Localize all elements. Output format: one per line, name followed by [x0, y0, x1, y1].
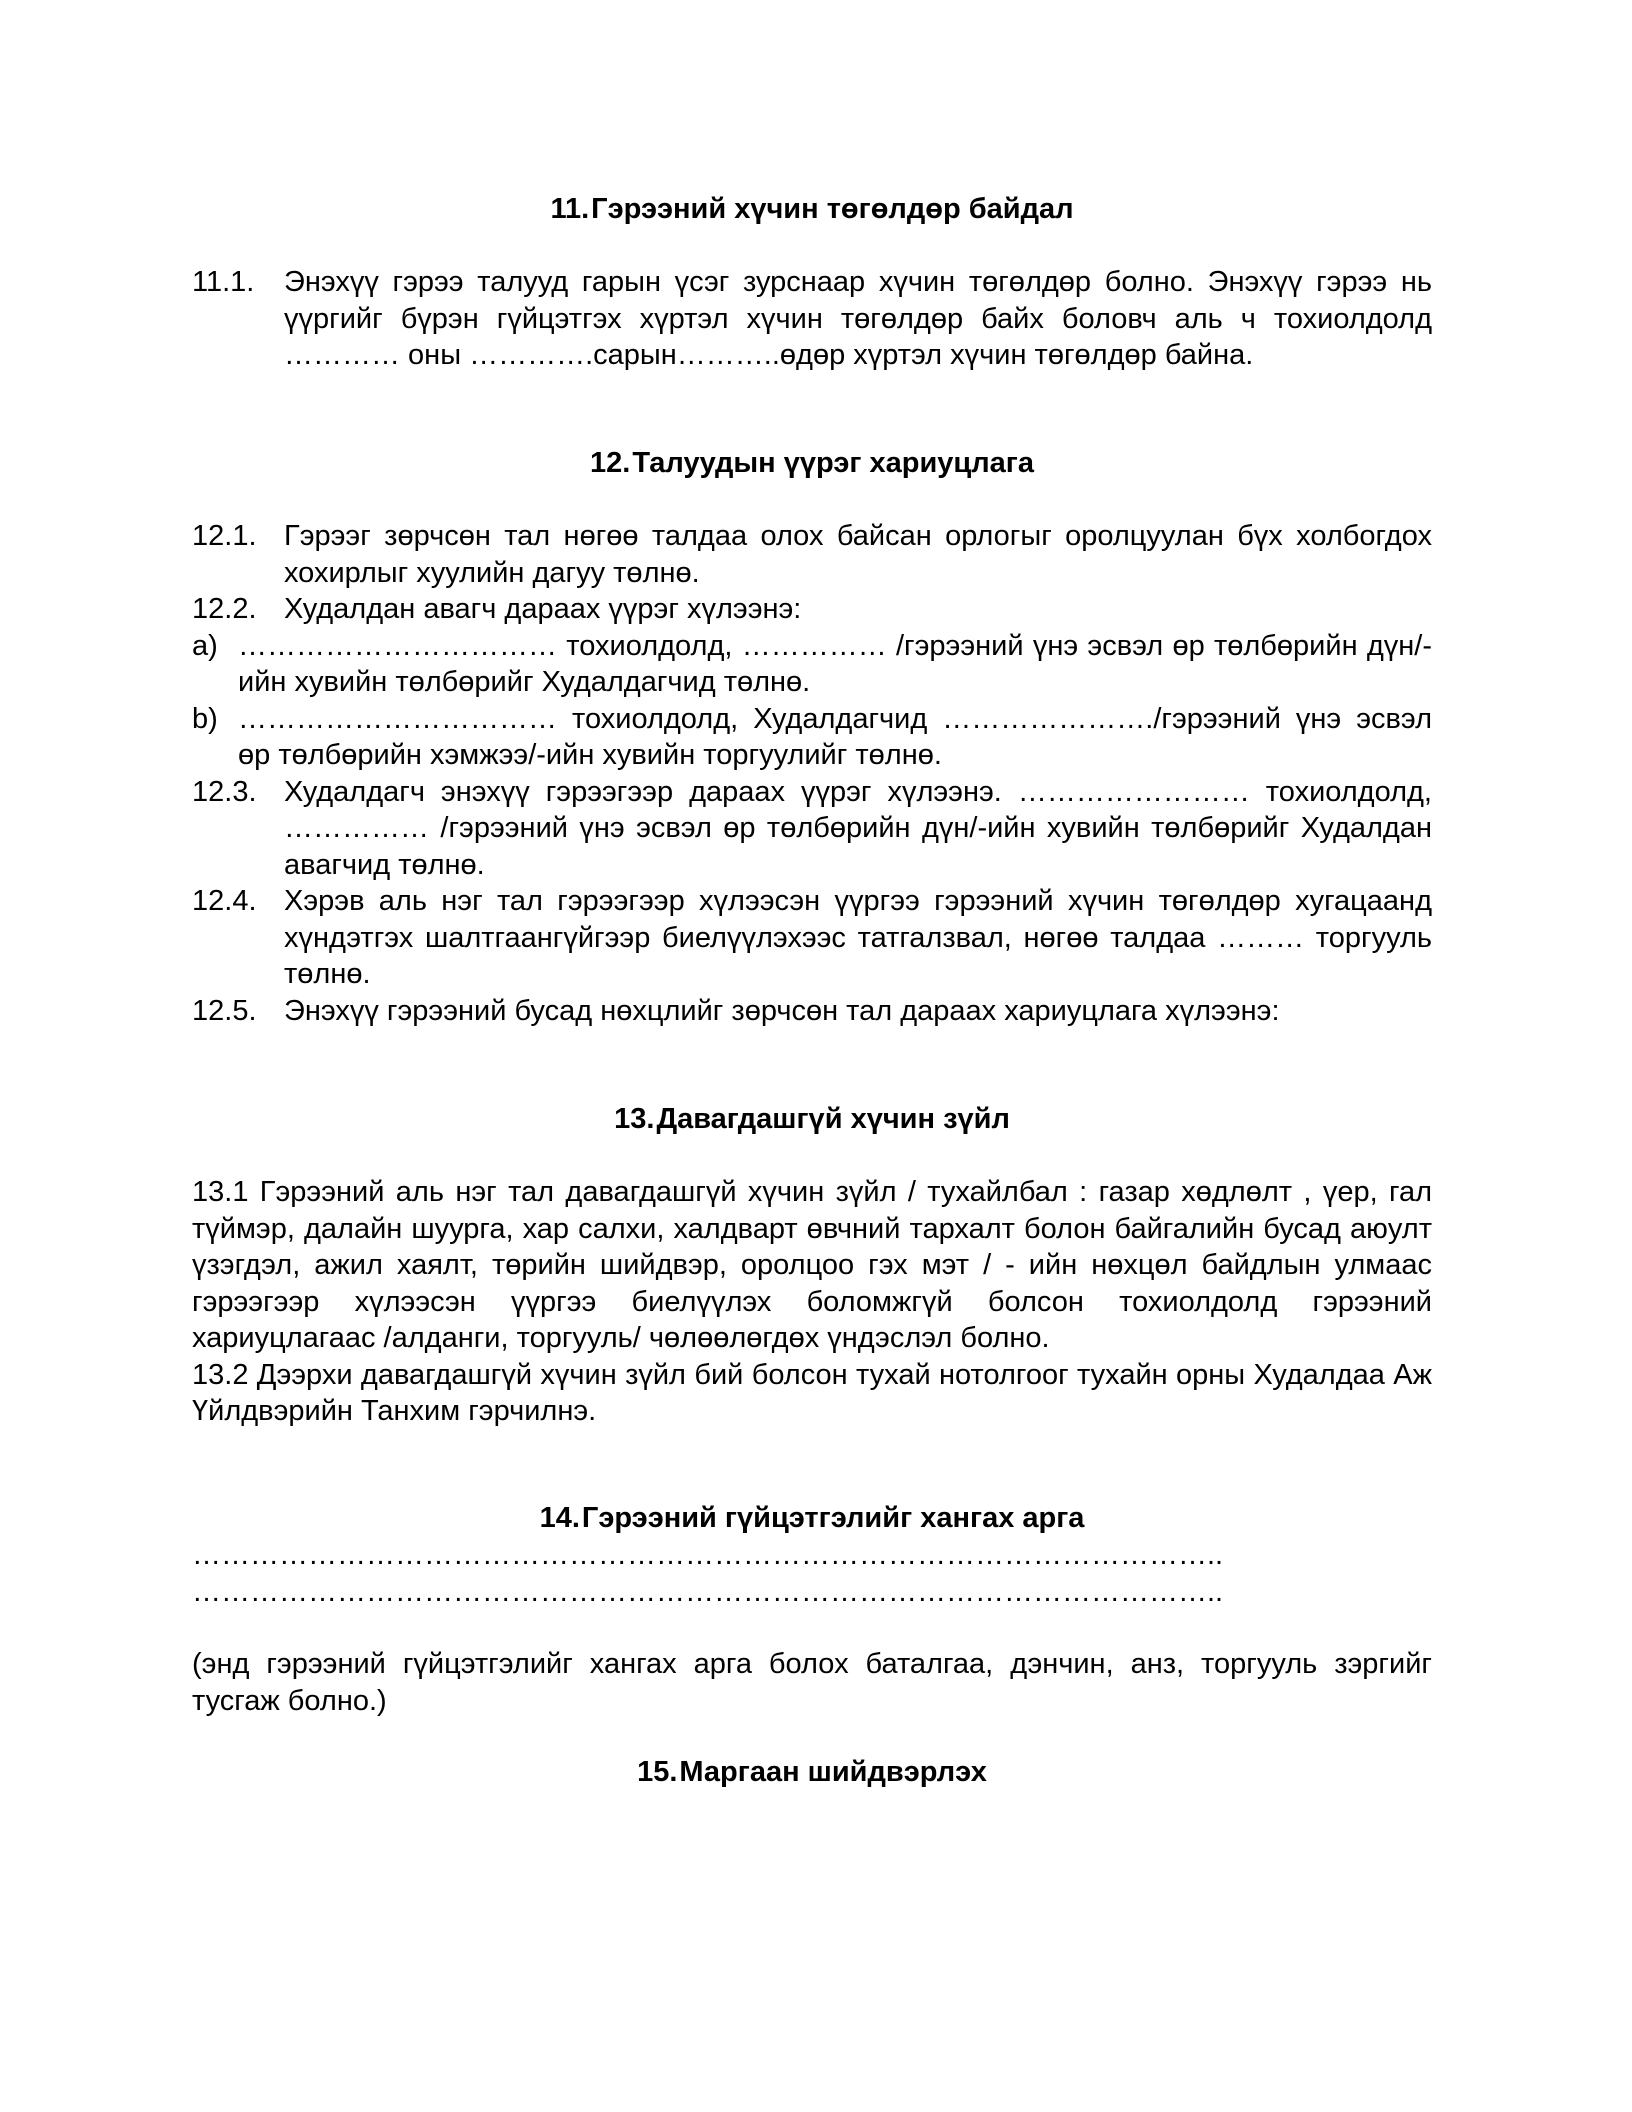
section-13 — [192, 1101, 1432, 1137]
clause-text: Энэхүү гэрээний бусад нөхцлийг зөрчсөн тал дараах хариуцлага хүлээнэ: — [284, 994, 1280, 1027]
section-number: 12. — [589, 447, 631, 479]
clause-number: 11.1. — [192, 266, 255, 298]
blank-line: …………………………………………………………………………………………….. — [192, 1575, 1224, 1608]
sub-clause-text: …………………………… тохиолдолд, Худалдагчид …………………./гэрээний үнэ эсвэл өр төлбөрийн хэмжээ/-ийн хувийн торгуулийг төлнө. — [238, 702, 1432, 771]
section-14-body — [192, 1537, 1432, 1610]
section-number: 13. — [614, 1103, 655, 1135]
section-title: Талуудын үүрэг хариуцлага — [632, 447, 1035, 479]
section-number: 11. — [550, 193, 590, 225]
section-title: Давагдашгүй хүчин зүйл — [656, 1103, 1010, 1135]
clause-12-1 — [192, 518, 1432, 591]
clause-number: 12.4. — [192, 885, 257, 917]
section-15 — [192, 1754, 1432, 1790]
clause-number: 12.1. — [192, 520, 257, 552]
section-13-heading — [192, 1101, 1432, 1137]
instruction-note: (энд гэрээний гүйцэтгэлийг хангах арга болох баталгаа, дэнчин, анз, торгууль зэргийг тусгаж болно.) — [192, 1648, 1432, 1717]
clause-number: 12.5. — [192, 994, 257, 1027]
section-title: Маргаан шийдвэрлэх — [679, 1756, 987, 1788]
section-14-heading — [192, 1500, 1432, 1536]
section-11 — [192, 191, 1432, 227]
section-12-body — [192, 518, 1432, 1029]
clause-number: 12.2. — [192, 593, 257, 625]
section-13-body — [192, 1174, 1432, 1430]
section-15-heading — [192, 1754, 1432, 1790]
clause — [192, 264, 1432, 374]
clause-12-4 — [192, 883, 1432, 993]
clause-text: Энэхүү гэрээ талууд гарын үсэг зурснаар хүчин төгөлдөр болно. Энэхүү гэрээ нь үүргийг бүрэн гүйцэтгэх хүртэл хүчин төгөлдөр байх боловч аль ч тохиолдолд ………… оны ………….сарын………..өдөр хүртэл хүчин төгөлдөр байна. — [284, 266, 1432, 371]
clause-12-3 — [192, 774, 1432, 884]
sub-clause-text: …………………………… тохиолдолд, …………… /гэрээний үнэ эсвэл өр төлбөрийн дүн/-ийн хувийн төлбөрийг Худалдагчид төлнө. — [238, 629, 1432, 698]
clause-12-2 — [192, 591, 1432, 628]
clause-13-2: 13.2 Дээрхи давагдашгүй хүчин зүйл бий болсон тухай нотолгоог тухайн орны Худалдаа Аж Үйлдвэрийн Танхим гэрчилнэ. — [192, 1358, 1432, 1427]
section-title: Гэрээний гүйцэтгэлийг хангах арга — [581, 1502, 1085, 1534]
clause-text: Гэрээг зөрчсөн тал нөгөө талдаа олох байсан орлогыг оролцуулан бүх холбогдох хохирлыг хуулийн дагуу төлнө. — [284, 520, 1432, 589]
clause-number: 12.3. — [192, 775, 257, 808]
section-title: Гэрээний хүчин төгөлдөр байдал — [591, 193, 1074, 225]
clause-11-1 — [192, 264, 1432, 374]
section-12-heading — [192, 445, 1432, 481]
section-number: 15. — [637, 1756, 678, 1788]
section-11-heading — [192, 191, 1432, 227]
sub-clause-a — [192, 628, 1432, 701]
section-14-note — [192, 1646, 1432, 1719]
clause-13-1: 13.1 Гэрээний аль нэг тал давагдашгүй хүчин зүйл / тухайлбал : газар хөдлөлт , үер, гал түймэр, далайн шуурга, хар салхи, халдварт өвчний тархалт болон байгалийн бусад аюулт үзэгдэл, ажил хаялт, төрийн шийдвэр, оролцоо гэх мэт / - ийн нөхцөл байдлын улмаас гэрээгээр хүлээсэн үүргээ биелүүлэх боломжгүй болсон тохиолдолд гэрээний хариуцлагаас /алданги, торгууль/ чөлөөлөгдөх үндэслэл болно. — [192, 1176, 1432, 1354]
clause-text: Худалдагч энэхүү гэрээгээр дараах үүрэг хүлээнэ. …………………… тохиолдолд, …………… /гэрээний үнэ эсвэл өр төлбөрийн дүн/-ийн хувийн төлбөрийг Худалдан авагчид төлнө. — [284, 775, 1432, 881]
clause-12-5 — [192, 993, 1432, 1030]
sub-clause-letter: a) — [192, 629, 218, 662]
clause-text: Хэрэв аль нэг тал гэрээгээр хүлээсэн үүргээ гэрээний хүчин төгөлдөр хугацаанд хүндэтгэх шалтгаангүйгээр биелүүлэхээс татгалзвал, нөгөө талдаа ……… торгууль төлнө. — [284, 885, 1432, 990]
blank-line: …………………………………………………………………………………………….. — [192, 1539, 1224, 1571]
section-number: 14. — [539, 1502, 580, 1534]
clause-text: Худалдан авагч дараах үүрэг хүлээнэ: — [284, 593, 802, 625]
sub-clause-b — [192, 701, 1432, 774]
section-14 — [192, 1500, 1432, 1536]
section-12 — [192, 445, 1432, 481]
sub-clause-letter: b) — [192, 702, 218, 735]
